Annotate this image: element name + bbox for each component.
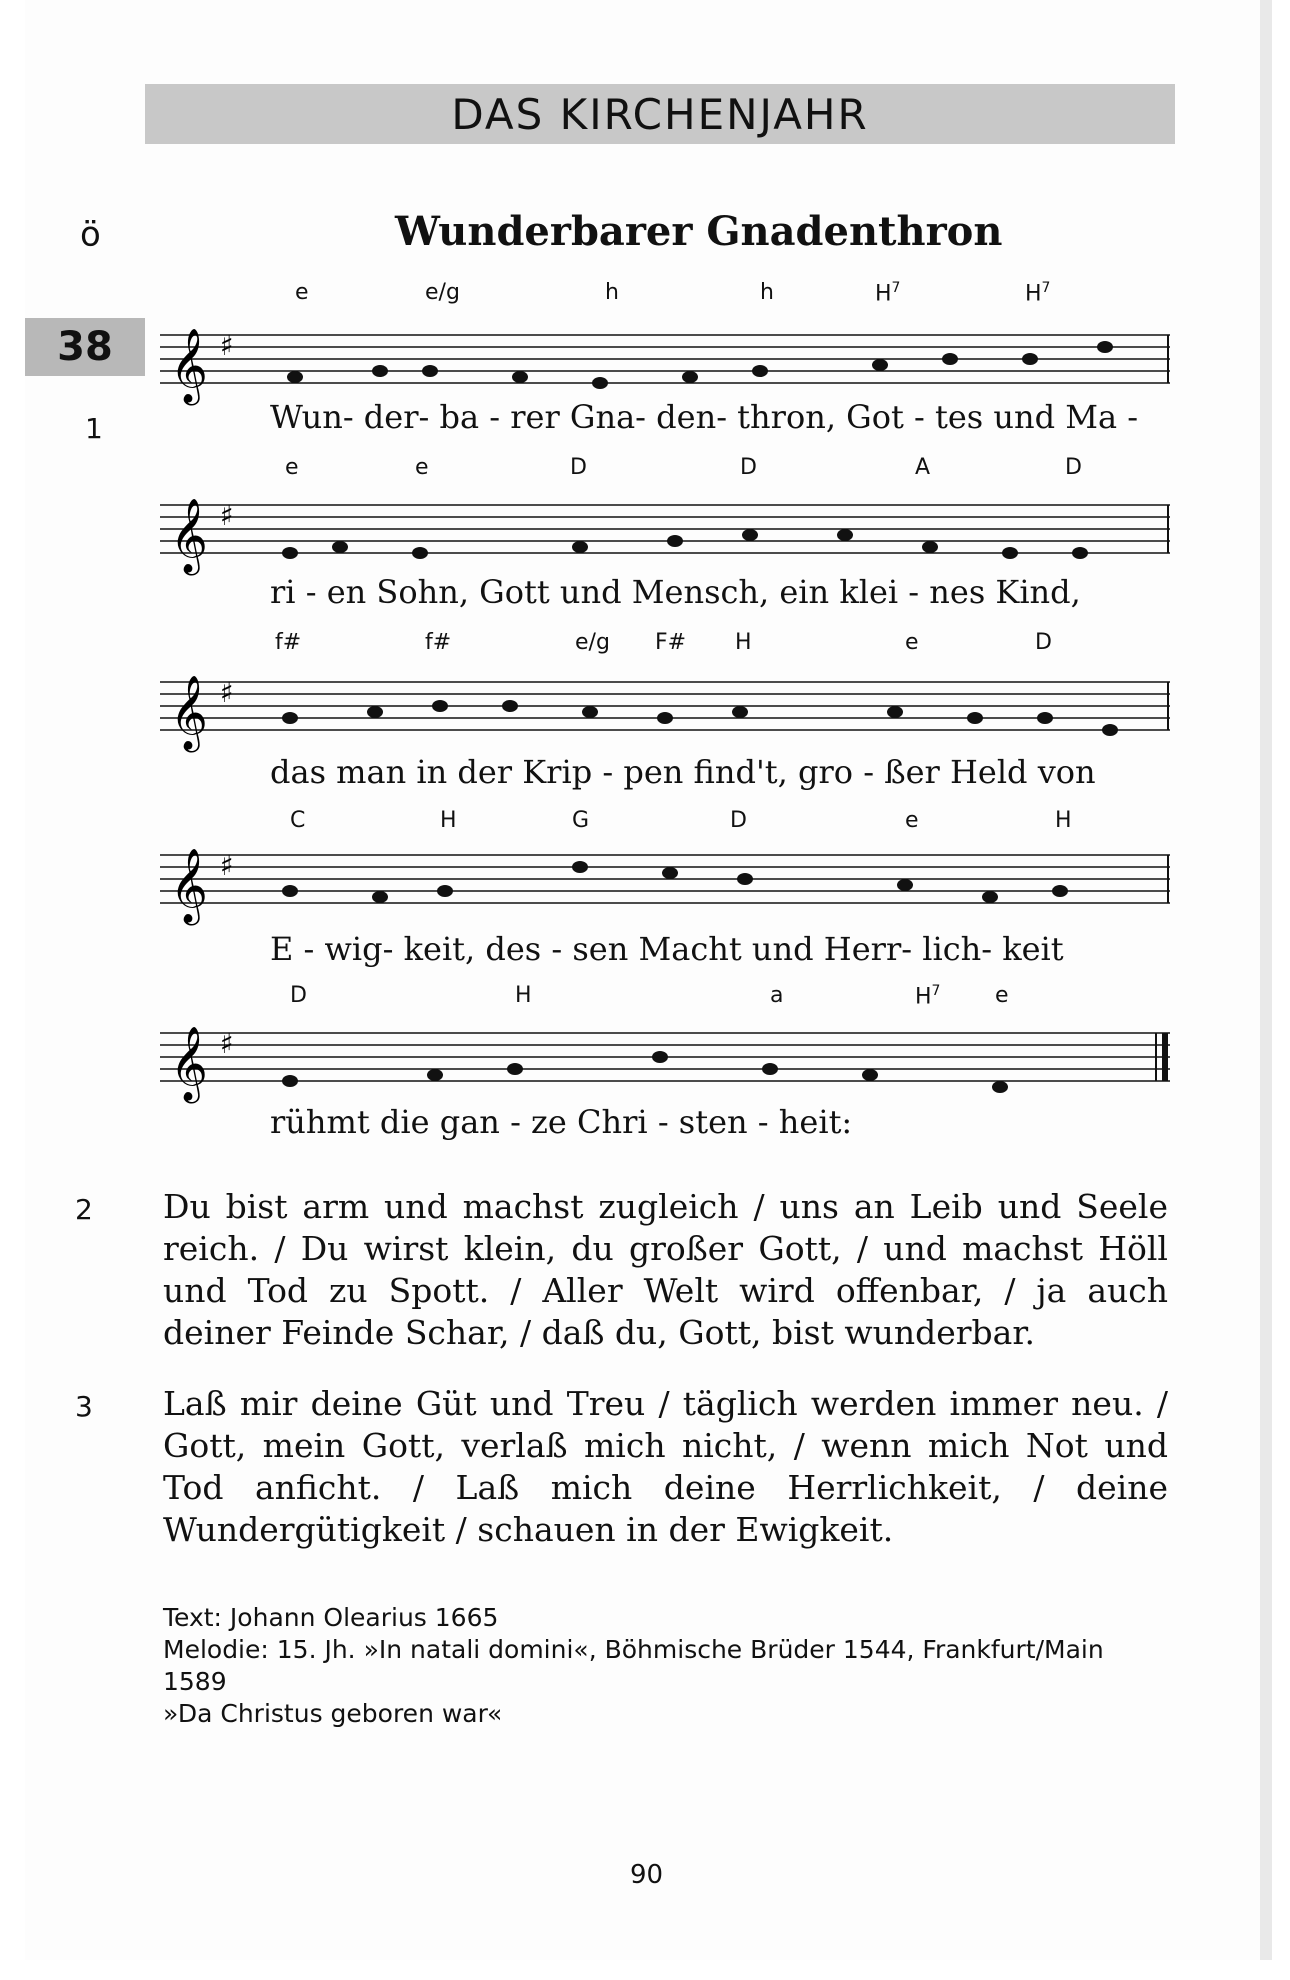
treble-clef-icon: 𝄞	[170, 849, 208, 923]
chord: e	[295, 280, 309, 305]
melody-credit: Melodie: 15. Jh. »In natali domini«, Böhmische Brüder 1544, Frankfurt/Main 1589	[163, 1635, 1104, 1696]
sharp-icon: ♯	[220, 329, 234, 362]
song-number: 38	[25, 318, 145, 376]
chord: G	[572, 808, 590, 833]
lyric-line: das man in der Krip - pen find't, gro - ßer Held von	[270, 753, 1096, 791]
chord: H	[735, 630, 752, 655]
stanza-number-2: 2	[75, 1193, 93, 1226]
section-title: DAS KIRCHENJAHR	[451, 89, 869, 139]
chord: h	[605, 280, 619, 305]
chord: f#	[275, 630, 302, 655]
verse-3: Laß mir deine Güt und Treu / täglich werden immer neu. / Gott, mein Gott, verlaß mich nicht, / wenn mich Not und Tod anficht. / Laß mich deine Herrlichkeit, / deine Wundergütigkeit / schauen in der Ewigkeit.	[163, 1384, 1168, 1549]
chord: e/g	[425, 280, 460, 305]
lyric-line: Wun- der- ba - rer Gna- den- thron, Got - tes und Ma -	[270, 398, 1139, 436]
chord: D	[730, 808, 747, 833]
lyric-line: rühmt die gan - ze Chri - sten - heit:	[270, 1103, 853, 1141]
chord: H	[440, 808, 457, 833]
music-system-1	[160, 270, 1170, 440]
chord: a	[770, 983, 784, 1008]
chord: H	[515, 983, 532, 1008]
chord: e/g	[575, 630, 610, 655]
verse-2: Du bist arm und machst zugleich / uns an Leib und Seele reich. / Du wirst klein, du großer Gott, / und machst Höll und Tod zu Spott. / Aller Welt wird offenbar, / ja auch deiner Feinde Schar, / daß du, Gott, bist wunderbar.	[163, 1187, 1168, 1352]
margin-marker: ö	[80, 215, 101, 255]
sharp-icon: ♯	[220, 1027, 234, 1060]
treble-clef-icon: 𝄞	[170, 329, 208, 403]
treble-clef-icon: 𝄞	[170, 676, 208, 750]
treble-clef-icon: 𝄞	[170, 1027, 208, 1101]
section-header	[145, 84, 1175, 144]
chord: f#	[425, 630, 452, 655]
chord: H	[1055, 808, 1072, 833]
melody-credit-2: »Da Christus geboren war«	[163, 1699, 503, 1728]
song-title: Wunderbarer Gnadenthron	[395, 208, 1003, 255]
sharp-icon: ♯	[220, 676, 234, 709]
chord: e	[995, 983, 1009, 1008]
sharp-icon: ♯	[220, 499, 234, 532]
text-credit: Text: Johann Olearius 1665	[163, 1603, 499, 1632]
music-system-4	[160, 800, 1170, 970]
chord: e	[905, 630, 919, 655]
chord: $H^7$	[915, 983, 941, 1010]
music-system-2	[160, 445, 1170, 615]
chord: F#	[655, 630, 687, 655]
stanza-number-1: 1	[85, 412, 103, 445]
lyric-line: ri - en Sohn, Gott und Mensch, ein klei - nes Kind,	[270, 573, 1081, 611]
chord: e	[905, 808, 919, 833]
music-staff	[160, 845, 1170, 923]
music-system-3	[160, 620, 1170, 790]
music-staff	[160, 672, 1170, 750]
music-staff	[160, 325, 1170, 403]
sharp-icon: ♯	[220, 849, 234, 882]
music-staff	[160, 495, 1170, 573]
credits	[163, 1602, 1173, 1730]
chord: D	[1065, 455, 1082, 480]
chord: C	[290, 808, 306, 833]
chord: $H^7$	[875, 280, 901, 307]
stanza-number-3: 3	[75, 1390, 93, 1423]
chord: A	[915, 455, 931, 480]
chord: D	[570, 455, 587, 480]
treble-clef-icon: 𝄞	[170, 499, 208, 573]
chord: e	[285, 455, 299, 480]
page-number: 90	[630, 1860, 664, 1890]
chord: D	[1035, 630, 1052, 655]
chord: h	[760, 280, 774, 305]
chord: D	[290, 983, 307, 1008]
music-staff	[160, 1023, 1170, 1101]
chord: e	[415, 455, 429, 480]
chord: $H^7$	[1025, 280, 1051, 307]
lyric-line: E - wig- keit, des - sen Macht und Herr- lich- keit	[270, 930, 1064, 968]
chord: D	[740, 455, 757, 480]
music-system-5	[160, 975, 1170, 1145]
